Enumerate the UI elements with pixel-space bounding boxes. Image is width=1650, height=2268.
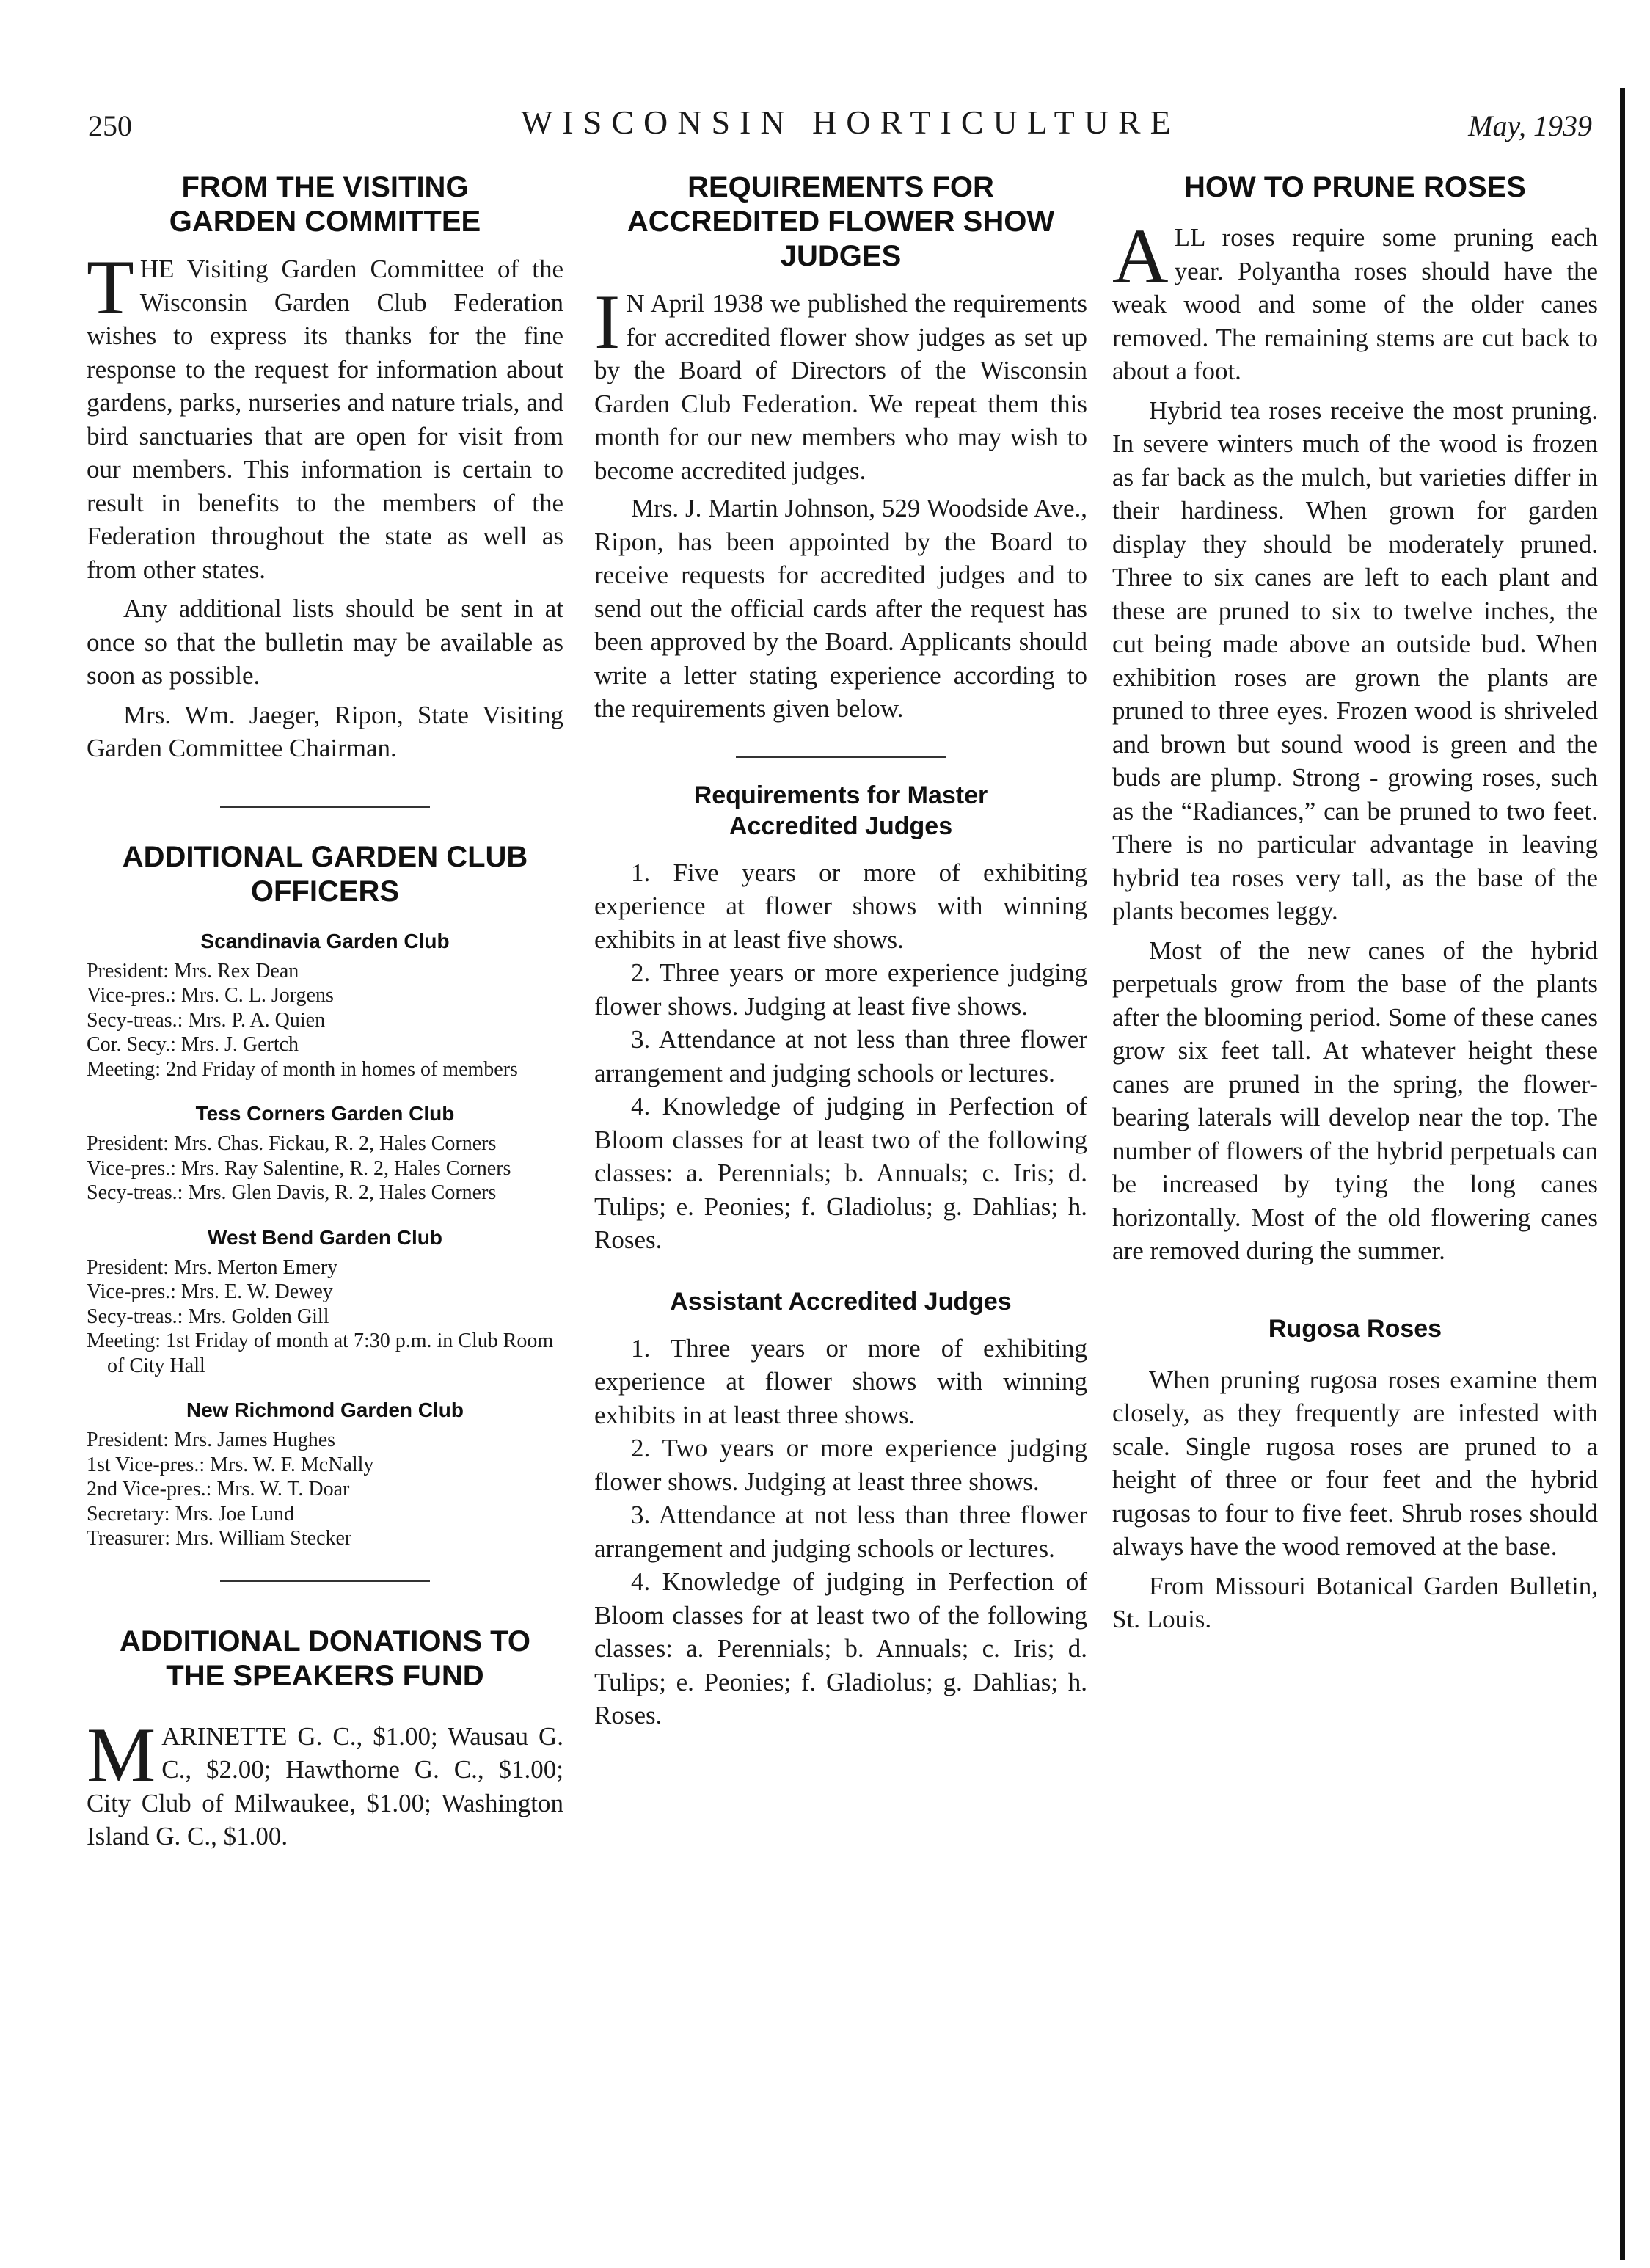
officer-row: 2nd Vice-pres.: Mrs. W. T. Doar	[87, 1478, 350, 1501]
officer-row: Secy-treas.: Mrs. Golden Gill	[87, 1305, 329, 1328]
rugosa-source: From Missouri Botanical Garden Bulletin, St. Louis.	[1112, 1571, 1598, 1633]
officers-list	[87, 928, 563, 1551]
requirements-paragraph-2: Mrs. J. Martin Johnson, 529 Woodside Ave., Ripon, has been appointed by the Board to receive requests for accredited judges and to send out the official cards after the request has been approved by the Board. Applicants should write a letter stating experience according to the requirements given below.	[594, 494, 1087, 723]
prune-paragraph-3: Most of the new canes of the hybrid perpetuals grow from the base of the plants after the blooming period. Some of these canes grow six feet tall. At whatever height these canes are pruned in the spring, the flower-bearing laterals will develop near the top. The number of flowers of the hybrid perpetuals can be increased by tying the long canes horizontally. Most of the old flowering canes are removed during the summer.	[1112, 936, 1598, 1265]
page-edge-rule	[1620, 88, 1625, 2260]
officer-row: Meeting: 2nd Friday of month in homes of members	[87, 1057, 518, 1081]
club-name: Scandinavia Garden Club	[200, 929, 450, 952]
club-name: Tess Corners Garden Club	[195, 1102, 455, 1125]
visiting-paragraph-1: THE Visiting Garden Committee of the Wisconsin Garden Club Federation wishes to express its thanks for the fine response to the request for information about gardens, parks, nurseries and nature trials, and bird sanctuaries that are open for visit from our members. This information is certain to result in benefits to the members of the Federation throughout the state as well as from other states.	[87, 244, 563, 584]
officer-row: Vice-pres.: Mrs. C. L. Jorgens	[87, 984, 334, 1007]
rugosa-heading: Rugosa Roses	[1268, 1314, 1442, 1343]
visiting-committee-heading: FROM THE VISITING GARDEN COMMITTEE	[169, 171, 481, 238]
officer-row: Secy-treas.: Mrs. P. A. Quien	[87, 1008, 326, 1032]
prune-paragraph-1: ALL roses require some pruning each year. Polyantha roses should have the weak wood and some of the older canes removed. The remaining stems are cut back to about a foot.	[1112, 213, 1598, 385]
visiting-signature: Mrs. Wm. Jaeger, Ripon, State Visiting Garden Committee Chairman.	[87, 700, 563, 762]
officer-row: Meeting: 1st Friday of month at 7:30 p.m. in Club Room of City Hall	[87, 1330, 554, 1377]
drop-cap: M	[87, 1711, 156, 1798]
officer-row: Treasurer: Mrs. William Stecker	[87, 1527, 352, 1550]
master-requirement-3: 3. Attendance at not less than three flower arrangement and judging schools or lectures.	[594, 1025, 1087, 1087]
officer-row: Cor. Secy.: Mrs. J. Gertch	[87, 1033, 299, 1056]
master-requirement-2: 2. Three years or more experience judging flower shows. Judging at least five shows.	[594, 958, 1087, 1021]
issue-date: May, 1939	[1468, 109, 1592, 142]
section-divider	[220, 1580, 430, 1582]
prune-roses-heading: HOW TO PRUNE ROSES	[1184, 171, 1526, 203]
column-left	[87, 170, 563, 1853]
officers-heading: ADDITIONAL GARDEN CLUB OFFICERS	[122, 840, 528, 908]
requirements-intro: I N April 1938 we published the requirements for accredited flower show judges as set up by the Board of Directors of the Wisconsin Garden Club Federation. We repeat them this month for our new members who may wish to become accredited judges.	[594, 279, 1087, 485]
officer-row: President: Mrs. Merton Emery	[87, 1255, 338, 1279]
master-requirement-4: 4. Knowledge of judging in Perfection of Bloom classes for at least two of the following classes: a. Perennials; b. Annuals; c. Iris; d. Tulips; e. Peonies; f. Gladiolus; g. Dahlias; h. Roses.	[594, 1092, 1087, 1254]
page-number: 250	[88, 109, 132, 142]
column-right	[1112, 170, 1598, 1636]
officer-row: Vice-pres.: Mrs. Ray Salentine, R. 2, Hales Corners	[87, 1156, 511, 1180]
column-middle	[594, 170, 1087, 1732]
section-divider	[220, 806, 430, 808]
page-header	[88, 103, 1614, 147]
running-title: WISCONSIN HORTICULTURE	[521, 103, 1180, 141]
drop-cap: I	[594, 279, 621, 365]
rugosa-paragraph-1: When pruning rugosa roses examine them closely, as they frequently are infested with scale. Single rugosa roses are pruned to a height of three or four feet and the hybrid rugosas to four to five feet. Shrub roses should always have the wood removed at the base.	[1112, 1365, 1598, 1561]
officer-row: Secretary: Mrs. Joe Lund	[87, 1502, 295, 1525]
donations-paragraph: MARINETTE G. C., $1.00; Wausau G. C., $2.00; Hawthorne G. C., $1.00; City Club of Milwaukee, $1.00; Washington Island G. C., $1.00.	[87, 1711, 563, 1851]
master-judges-heading: Requirements for Master Accredited Judges	[693, 781, 988, 840]
drop-cap: A	[1112, 213, 1169, 299]
officer-row: Vice-pres.: Mrs. E. W. Dewey	[87, 1280, 333, 1303]
officer-row: President: Mrs. James Hughes	[87, 1429, 336, 1451]
officer-row: President: Mrs. Rex Dean	[87, 959, 299, 982]
club-name: West Bend Garden Club	[208, 1225, 442, 1249]
prune-paragraph-2: Hybrid tea roses receive the most pruning. In severe winters much of the wood is frozen as far back as the mulch, but varieties differ in their hardiness. When grown for garden display they should be moderately pruned. Three to six canes are left to each plant and these are pruned to six to twelve inches, the cut being made above an outside bud. When exhibition roses are grown the plants are pruned to three eyes. Frozen wood is shriveled and brown but sound wood is green and the buds are plump. Strong - growing roses, such as the “Radiances,” can be pruned to two feet. There is no particular advantage in leaving hybrid tea roses very tall, as the base of the plants becomes leggy.	[1112, 395, 1598, 925]
officer-row: President: Mrs. Chas. Fickau, R. 2, Hales Corners	[87, 1132, 497, 1155]
club-name: New Richmond Garden Club	[186, 1399, 464, 1421]
donations-heading: ADDITIONAL DONATIONS TO THE SPEAKERS FUND	[120, 1625, 530, 1692]
assistant-requirement-3: 3. Attendance at not less than three flower arrangement and judging schools or lectures.	[594, 1501, 1087, 1563]
section-divider	[736, 756, 946, 758]
officer-row: 1st Vice-pres.: Mrs. W. F. McNally	[87, 1453, 374, 1476]
assistant-requirement-2: 2. Two years or more experience judging flower shows. Judging at least three shows.	[594, 1434, 1087, 1496]
master-requirement-1: 1. Five years or more of exhibiting experience at flower shows with winning exhibits in at least five shows.	[594, 858, 1087, 954]
requirements-heading: REQUIREMENTS FOR ACCREDITED FLOWER SHOW JUDGES	[627, 171, 1055, 272]
visiting-paragraph-2: Any additional lists should be sent in at once so that the bulletin may be available as soon as possible.	[87, 594, 563, 690]
assistant-judges-heading: Assistant Accredited Judges	[670, 1287, 1012, 1316]
assistant-requirement-1: 1. Three years or more of exhibiting experience at flower shows with winning exhibits in at least three shows.	[594, 1333, 1087, 1429]
drop-cap: T	[87, 244, 134, 330]
assistant-requirement-4: 4. Knowledge of judging in Perfection of Bloom classes for at least two of the following classes: a. Perennials; b. Annuals; c. Iris; d. Tulips; e. Peonies; f. Gladiolus; g. Dahlias; h. Roses.	[594, 1567, 1087, 1729]
officer-row: Secy-treas.: Mrs. Glen Davis, R. 2, Hales Corners	[87, 1181, 497, 1204]
